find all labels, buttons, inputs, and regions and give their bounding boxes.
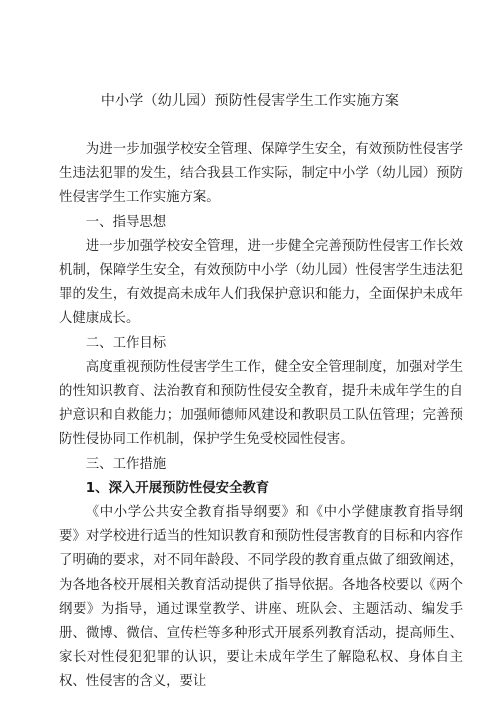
section-paragraph-work-goals: 高度重视预防性侵害学生工作，健全安全管理制度，加强对学生的性知识教育、法治教育和预防性侵安全教育，提升未成年学生的自护意识和自救能力；加强师德师风建设和教职员工队伍管理；完善预防性侵协同工作机制，保护学生免受校园性侵害。 [59, 359, 463, 448]
subsection-paragraph-safety-education: 《中小学公共安全教育指导纲要》和《中小学健康教育指导纲要》对学校进行适当的性知识教育和预防性侵害教育的目标和内容作了明确的要求，对不同年龄段、不同学段的教育重点做了细致阐述，为各地各校开展相关教育活动提供了指导依据。各地各校要以《两个纲要》为指导，通过课堂教学、讲座、班队会、主题活动、编发手册、微博、微信、宣传栏等多种形式开展系列教育活动，提高师生、家长对性侵犯犯罪的认识，要让未成年学生了解隐私权、身体自主权、性侵害的含义，要让 [59, 505, 463, 690]
subsection-heading-safety-education: 1、深入开展预防性侵安全教育 [85, 480, 270, 496]
document-body [59, 138, 463, 695]
section-heading-guiding-ideology: 一、指导思想 [85, 214, 167, 230]
section-heading-work-goals: 二、工作目标 [85, 335, 167, 351]
document-title: 中小学（幼儿园）预防性侵害学生工作实施方案 [100, 93, 400, 109]
section-heading-work-measures: 三、工作措施 [85, 456, 167, 472]
intro-paragraph: 为进一步加强学校安全管理、保障学生安全，有效预防性侵害学生违法犯罪的发生，结合我县工作实际，制定中小学（幼儿园）预防性侵害学生工作实施方案。 [59, 142, 463, 206]
section-paragraph-guiding-ideology: 进一步加强学校安全管理，进一步健全完善预防性侵害工作长效机制，保障学生安全，有效预防中小学（幼儿园）性侵害学生违法犯罪的发生，有效提高未成年人们我保护意识和能力，全面保护未成年人健康成长。 [59, 238, 463, 327]
